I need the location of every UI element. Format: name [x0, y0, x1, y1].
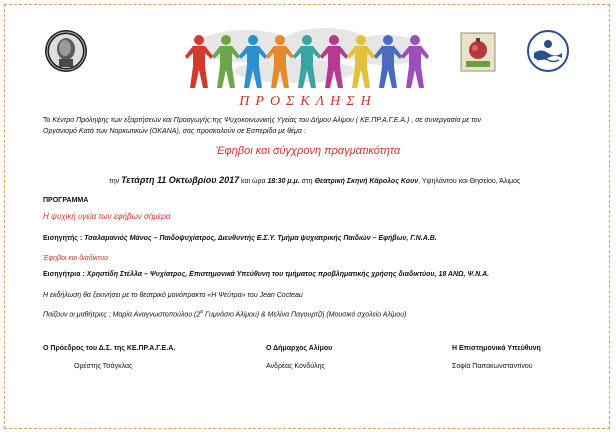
signature-name-3: Σοφία Παπακωνσταντίνου: [452, 363, 533, 370]
intro-line-1: Το Κέντρο Πρόληψης των εξαρτήσεων και Προαγωγής της Ψυχοκοινωνικής Υγείας του Δήμου Αλίμου ( ΚΕ.ΠΡ.Α.Γ.Ε.Α.) , σε συνεργασία με τον: [43, 117, 482, 124]
wave-emblem-logo: [527, 30, 569, 72]
program-topic-1: Η ψυχική υγεία των εφήβων σήμερα: [43, 212, 171, 221]
philosopher-bust-logo: [44, 29, 88, 73]
organizer-name: Κέντρο Πρόληψης των εξαρτήσεων και Προαγωγής της Ψυχοκοινωνικής Υγείας του Δήμου Αλίμου: [52, 117, 354, 124]
event-venue: Θεατρική Σκηνή Κάρολος Κουν: [314, 178, 419, 185]
program-topic-2: Έφηβοι και διαδίκτυο: [43, 255, 109, 262]
intro-line-2: Οργανισμό Κατά των Ναρκωτικών (ΟΚΑΝΑ), σας προσκαλούν σε Εσπερίδα με θέμα :: [43, 128, 306, 135]
invitation-title: ΠΡΟΣΚΛΗΣΗ: [239, 94, 377, 109]
signature-name-2: Ανδρέας Κονδύλης: [266, 363, 325, 370]
program-speaker-1: Εισηγητής : Τσαλαμανιός Μάνος – Παιδοψυχίατρος, Διευθυντής Ε.Σ.Υ. Τμήμα ψυχιατρικής Παιδιών – Εφήβων, Γ.Ν.Α.Β.: [43, 235, 437, 242]
people-chain-illustration: [185, 26, 435, 96]
signature-name-1: Ορέστης Τσάγκλας: [74, 363, 133, 370]
program-opening-note: Η εκδήλωση θα ξεκινήσει με το θεατρικό μονόπρακτο «Η Ψεύτρα» του Jean Cocteau: [43, 292, 303, 299]
pomegranate-logo: [460, 32, 496, 72]
program-speaker-2: Εισηγήτρια : Χρηστίδη Στέλλα – Ψυχίατρος, Επιστημονικά Υπεύθυνη του τμήματος προβληματικής χρήσης διαδικτύου, 18 ΑΝΩ, Ψ.Ν.Α.: [43, 271, 490, 278]
partner-name: Οργανισμό Κατά των Ναρκωτικών: [43, 128, 148, 135]
event-when-where: την Τετάρτη 11 Οκτωβρίου 2017 και ώρα 18:30 μ.μ. στη Θεατρική Σκηνή Κάρολος Κουν, Υψηλάντου και Θησείου, Άλιμος: [109, 175, 521, 185]
event-date: Τετάρτη 11 Οκτωβρίου 2017: [121, 175, 240, 185]
signature-role-2: Ο Δήμαρχος Αλίμου: [266, 345, 333, 352]
program-heading: ΠΡΟΓΡΑΜΜΑ: [43, 197, 89, 204]
event-time: 18:30 μ.μ.: [267, 178, 300, 185]
program-actors: Παίζουν οι μαθήτριες : Μαρία Αναγνωστοπούλου ($2^o$ Γυμνάσιο Αλίμου) & Μελίνα Παγουρτζή (Μουσικό σχολείο Αλίμου): [43, 309, 407, 319]
signature-role-3: Η Επιστημονικά Υπεύθυνη: [452, 345, 541, 352]
event-subject: Έφηβοι και σύγχρονη πραγματικότητα: [215, 145, 401, 157]
signature-role-1: Ο Πρόεδρος του Δ.Σ. της ΚΕ.ΠΡ.Α.Γ.Ε.Α.: [43, 345, 176, 352]
